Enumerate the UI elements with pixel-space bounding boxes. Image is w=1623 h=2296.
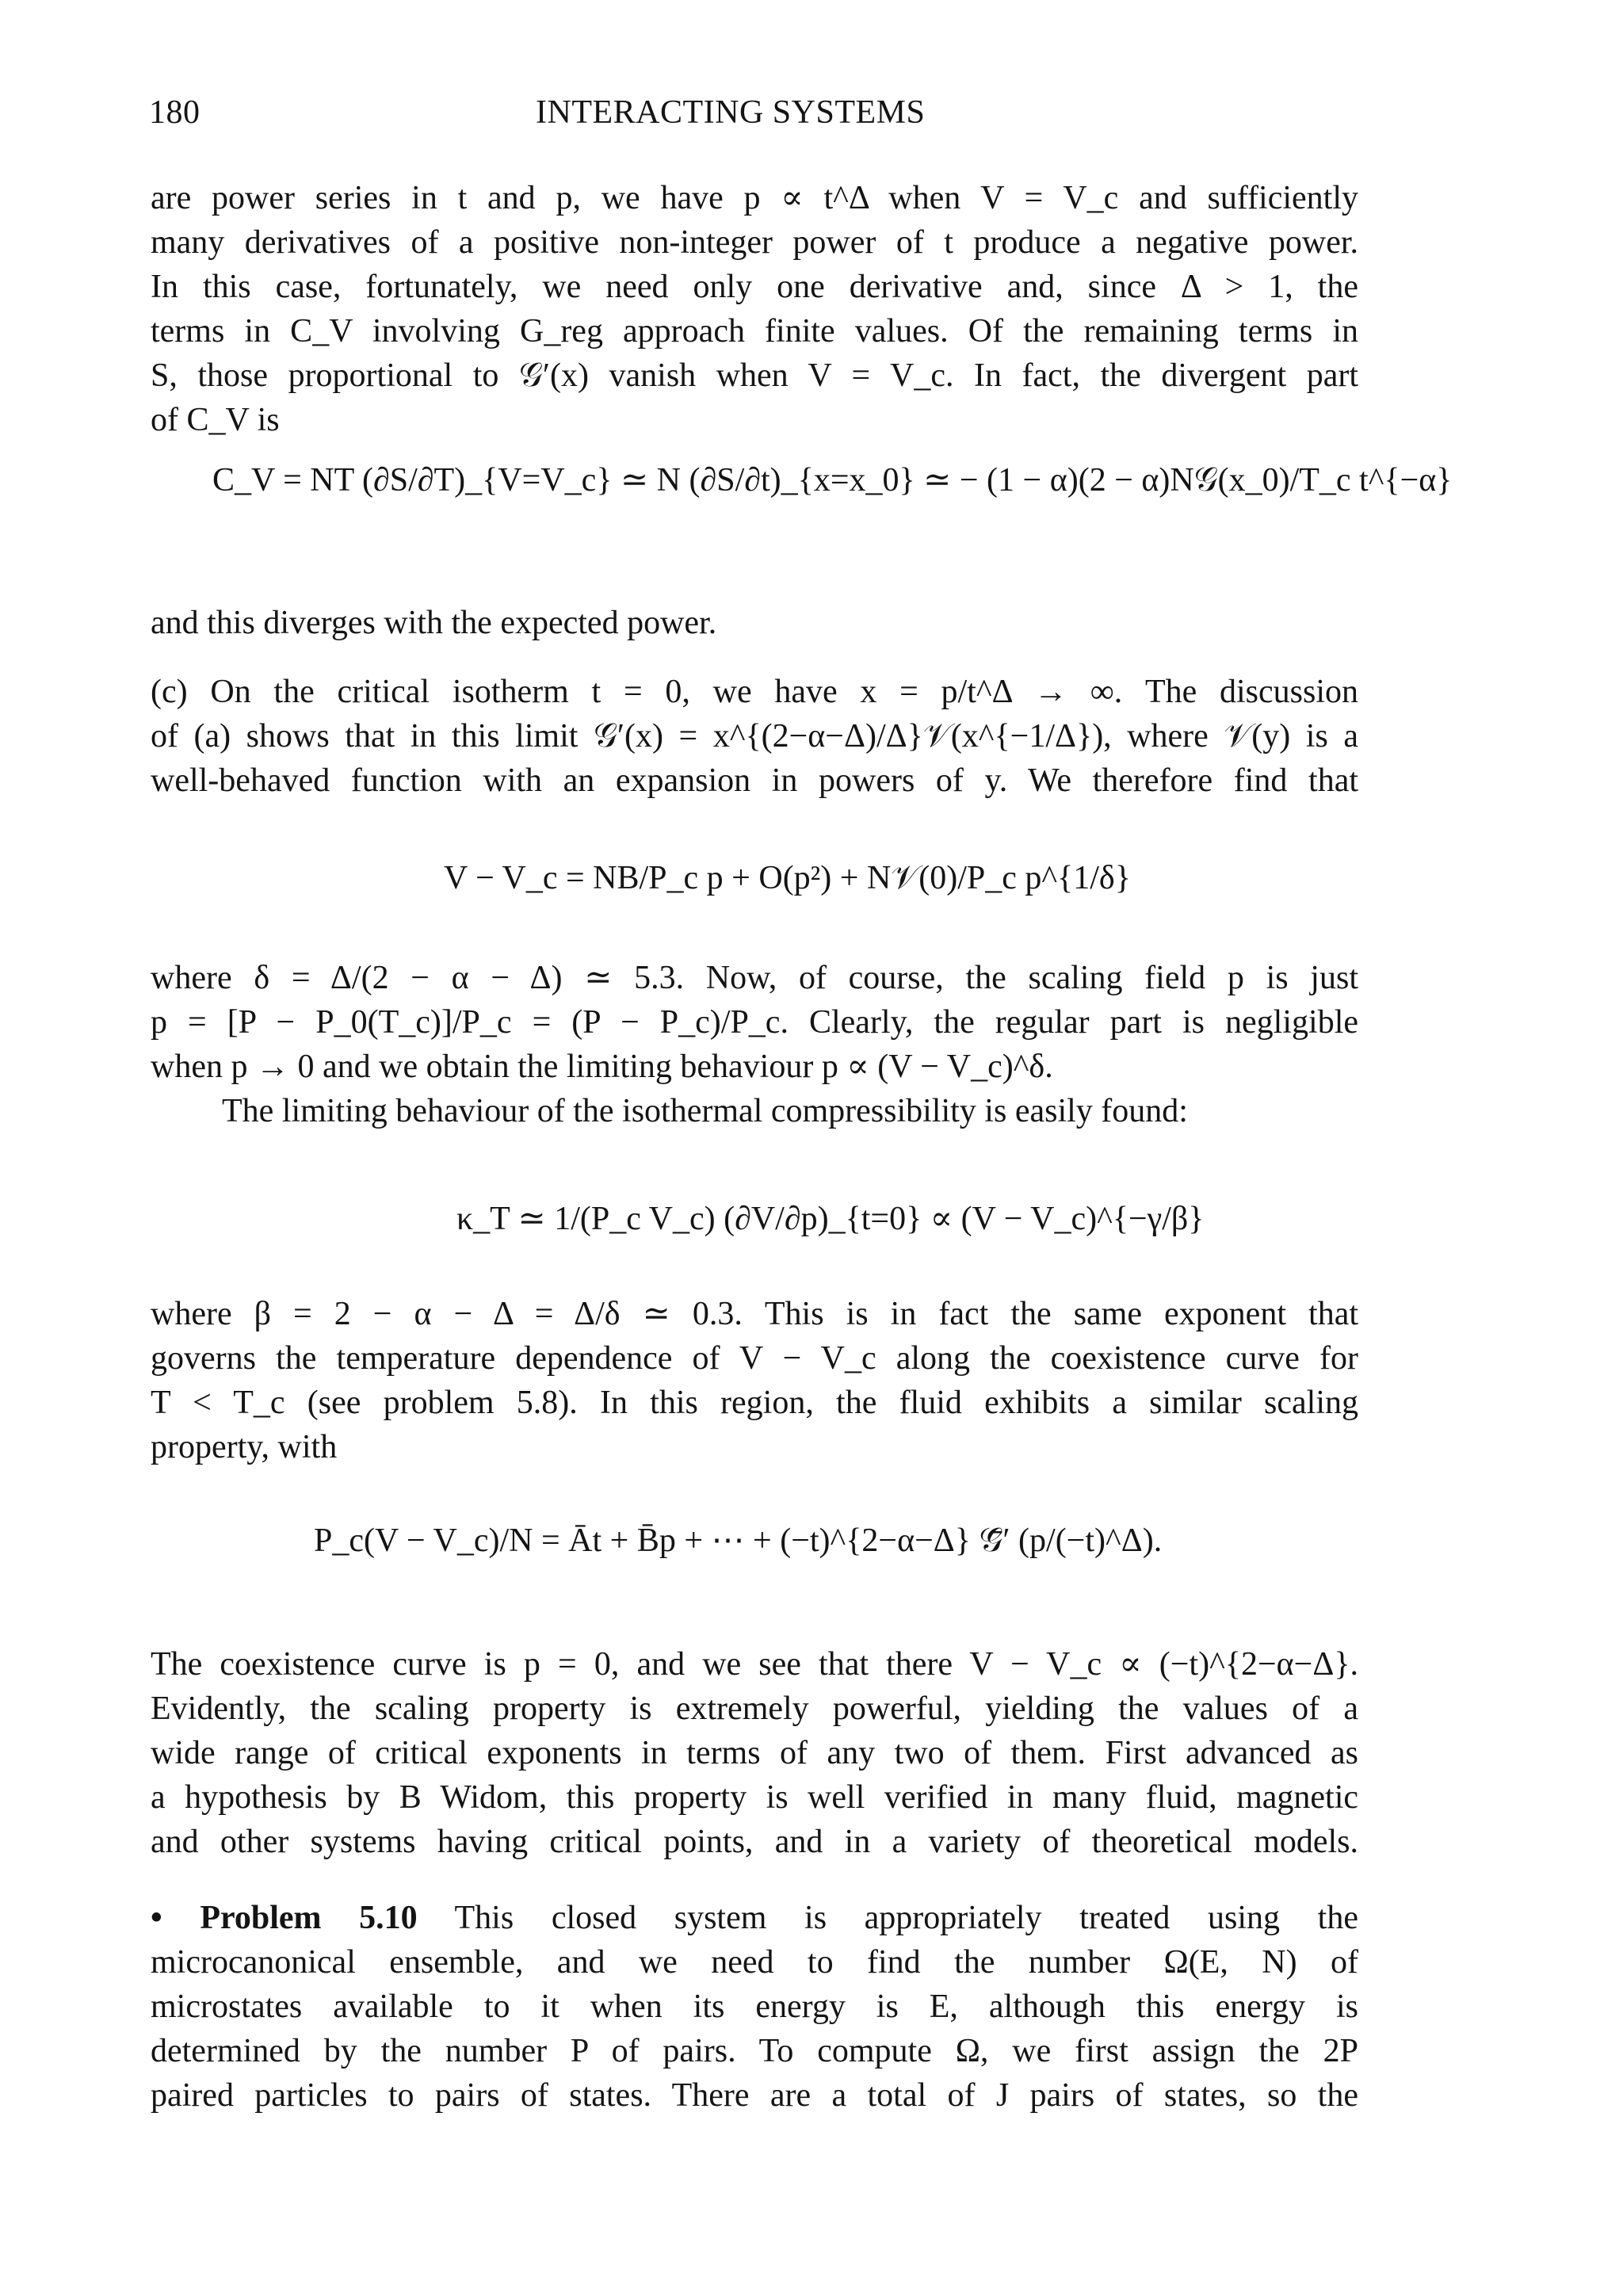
text-line: S, those proportional to 𝒢′(x) vanish when V = V_c. In fact, the divergent part: [151, 357, 1358, 394]
problem-title: Problem 5.10: [200, 1900, 418, 1936]
text-line: T < T_c (see problem 5.8). In this region, the fluid exhibits a similar scaling: [151, 1385, 1358, 1421]
text-line: terms in C_V involving G_reg approach finite values. Of the remaining terms in: [151, 313, 1358, 350]
text-line: of (a) shows that in this limit 𝒢′(x) = x^{(2−α−Δ)/Δ}𝒱(x^{−1/Δ}), where 𝒱(y) is a: [151, 718, 1358, 755]
text-line: paired particles to pairs of states. There are a total of J pairs of states, so the: [151, 2077, 1358, 2114]
text-line: when p → 0 and we obtain the limiting behaviour p ∝ (V − V_c)^δ.: [151, 1049, 1053, 1085]
text-line: The limiting behaviour of the isothermal compressibility is easily found:: [222, 1093, 1188, 1129]
paragraph-delta-exponent: [151, 956, 1358, 1133]
page-number: 180: [149, 94, 200, 131]
text-line: [151, 1896, 1358, 1940]
text-line: many derivatives of a positive non-integer power of t produce a negative power.: [151, 224, 1358, 261]
text-line: and other systems having critical points, and in a variety of theoretical models.: [151, 1824, 1358, 1860]
paragraph-coexistence: [151, 1642, 1358, 1864]
text-line: and this diverges with the expected power.: [151, 605, 717, 641]
text-line: governs the temperature dependence of V − V_c along the coexistence curve for: [151, 1340, 1358, 1377]
problem-text: This closed system is appropriately treated using the: [454, 1900, 1358, 1936]
problem-5-10: [151, 1896, 1358, 2118]
text-line: microcanonical ensemble, and we need to find the number Ω(E, N) of: [151, 1944, 1358, 1981]
text-line: determined by the number P of pairs. To compute Ω, we first assign the 2P: [151, 2033, 1358, 2069]
text-line: a hypothesis by B Widom, this property is well verified in many fluid, magnetic: [151, 1779, 1358, 1816]
text-line: are power series in t and p, we have p ∝ t^Δ when V = V_c and sufficiently: [151, 180, 1358, 216]
text-line: well-behaved function with an expansion in powers of y. We therefore find that: [151, 762, 1358, 799]
text-line: (c) On the critical isotherm t = 0, we have x = p/t^Δ → ∞. The discussion: [151, 674, 1358, 710]
text-line: Evidently, the scaling property is extremely powerful, yielding the values of a: [151, 1690, 1358, 1727]
equation-compressibility: κ_T ≃ 1/(P_c V_c) (∂V/∂p)_{t=0} ∝ (V − V_c)^{−γ/β}: [456, 1201, 1205, 1237]
text-line: where β = 2 − α − Δ = Δ/δ ≃ 0.3. This is in fact the same exponent that: [151, 1296, 1358, 1332]
text-line: In this case, fortunately, we need only one derivative and, since Δ > 1, the: [151, 269, 1358, 305]
text-line: wide range of critical exponents in terms of any two of them. First advanced as: [151, 1735, 1358, 1771]
running-title: INTERACTING SYSTEMS: [536, 94, 926, 131]
equation-isotherm: V − V_c = NB/P_c p + O(p²) + N𝒱(0)/P_c p^{1/δ}: [444, 860, 1131, 896]
text-line: where δ = Δ/(2 − α − Δ) ≃ 5.3. Now, of course, the scaling field p is just: [151, 960, 1358, 996]
text-line: property, with: [151, 1429, 338, 1465]
paragraph-divergence: [151, 601, 1358, 645]
equation-heat-capacity: C_V = NT (∂S/∂T)_{V=V_c} ≃ N (∂S/∂t)_{x=x_0} ≃ − (1 − α)(2 − α)N𝒢(x_0)/T_c t^{−α}: [212, 462, 1453, 499]
bullet: •: [151, 1900, 162, 1936]
text-line: microstates available to it when its energy is E, although this energy is: [151, 1988, 1358, 2025]
text-line: of C_V is: [151, 402, 280, 438]
paragraph-critical-isotherm: [151, 670, 1358, 803]
paragraph-beta-exponent: [151, 1292, 1358, 1469]
equation-scaling-form: P_c(V − V_c)/N = Āt + B̄p + ⋯ + (−t)^{2−α−Δ} 𝒢̄′ (p/(−t)^Δ).: [314, 1522, 1163, 1559]
text-line: p = [P − P_0(T_c)]/P_c = (P − P_c)/P_c. Clearly, the regular part is negligible: [151, 1004, 1358, 1041]
text-line: The coexistence curve is p = 0, and we see that there V − V_c ∝ (−t)^{2−α−Δ}.: [151, 1646, 1358, 1683]
paragraph-scaling-intro: [151, 176, 1358, 442]
